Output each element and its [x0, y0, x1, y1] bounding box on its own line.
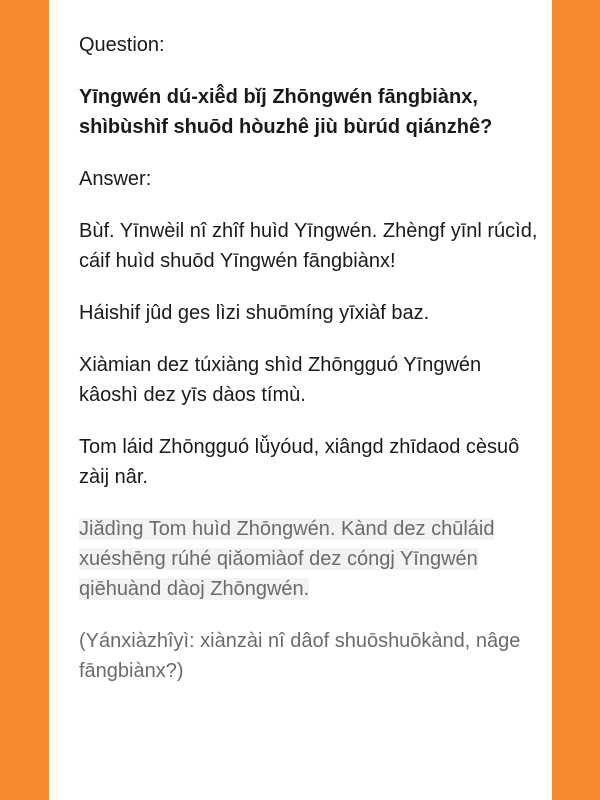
highlighted-text: Jiǎdìng Tom huìd Zhōngwén. Kànd dez chūláid xuéshēng rúhé qiǎomiàof dez cóngj Yīngwén qiēhuànd dàoj Zhōngwén.: [79, 518, 495, 600]
question-text: Yīngwén dú-xiê̂d bǐj Zhōngwén fāngbiànx, shìbùshìf shuōd hòuzhê jiù bùrúd qiánzhê?: [79, 86, 493, 138]
answer-paragraph-2: Háishif jûd ges lìzi shuōmíng yīxiàf baz.: [79, 302, 430, 324]
document-page: [49, 0, 552, 800]
answer-paragraph-4: Tom láid Zhōngguó lǚyóud, xiângd zhīdaod cèsuô zàij nâr.: [79, 436, 520, 488]
qa-content: [79, 30, 539, 708]
answer-paragraph-6: (Yánxiàzhîyì: xiànzài nî dâof shuōshuōkànd, nâge fāngbiànx?): [79, 630, 521, 682]
answer-paragraph-3: Xiàmian dez túxiàng shìd Zhōngguó Yīngwén kâoshì dez yīs dàos tímù.: [79, 354, 482, 406]
question-label: Question:: [79, 34, 165, 56]
answer-paragraph-5: [79, 514, 539, 604]
answer-label: Answer:: [79, 168, 152, 190]
answer-paragraph-1: Bùf. Yīnwèil nî zhîf huìd Yīngwén. Zhèngf yīnl rúcìd, cáif huìd shuōd Yīngwén fāngbiànx!: [79, 220, 538, 272]
